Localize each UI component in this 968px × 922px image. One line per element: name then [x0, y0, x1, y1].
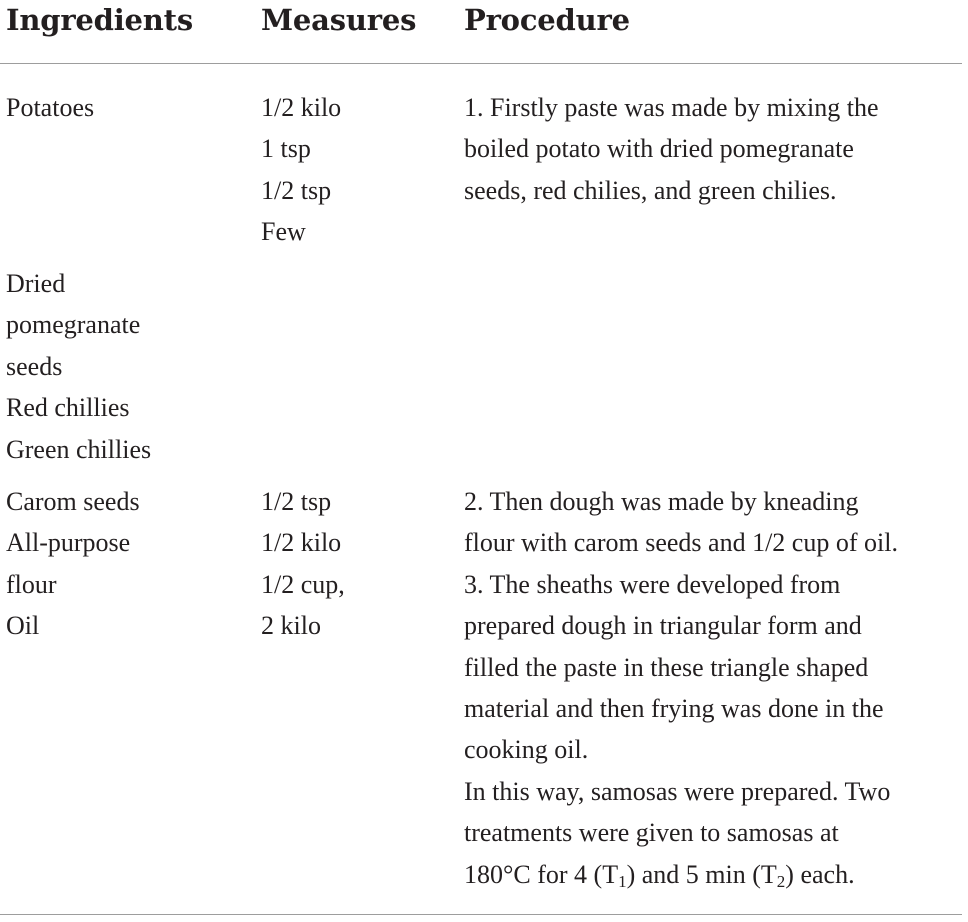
procedure-line: prepared dough in triangular form and: [464, 611, 862, 641]
procedure-line: seeds, red chilies, and green chilies.: [464, 175, 837, 205]
measure-item: 1/2 cup,: [261, 569, 345, 599]
table-header: [0, 0, 968, 64]
procedure-line: flour with carom seeds and 1/2 cup of oil.: [464, 528, 898, 558]
ingredient-item: Dried: [6, 269, 66, 298]
header-measures: Measures: [261, 3, 417, 37]
procedure-line: boiled potato with dried pomegranate: [464, 134, 854, 164]
ingredient-item: Carom seeds: [6, 487, 140, 516]
treatment-text-prefix: 180°C for 4 (T: [464, 859, 619, 889]
procedure-line: cooking oil.: [464, 735, 589, 765]
measure-item: 1 tsp: [261, 134, 311, 164]
treatment-subscript-1: 1: [618, 871, 627, 891]
procedure-line: material and then frying was done in the: [464, 693, 884, 723]
group1-ingredients-more: [6, 263, 246, 470]
procedure-line: 2. Then dough was made by kneading: [464, 487, 859, 516]
measure-item: 1/2 tsp: [261, 487, 332, 516]
group1-procedure: [464, 87, 964, 211]
treatment-text-suffix: ) each.: [785, 859, 855, 889]
header-divider: [0, 63, 962, 64]
group1-ingredients: [6, 87, 246, 128]
procedure-line: filled the paste in these triangle shaped: [464, 652, 869, 682]
procedure-line: 1. Firstly paste was made by mixing the: [464, 93, 879, 122]
ingredient-item: seeds: [6, 351, 63, 381]
measure-item: 1/2 tsp: [261, 175, 332, 205]
measure-item: Few: [261, 217, 306, 247]
procedure-line: 3. The sheaths were developed from: [464, 569, 841, 599]
header-procedure: Procedure: [464, 3, 630, 37]
measure-item: 1/2 kilo: [261, 528, 342, 558]
group2-measures: [261, 481, 451, 647]
procedure-line: In this way, samosas were prepared. Two: [464, 776, 891, 806]
header-ingredients: Ingredients: [6, 3, 194, 37]
ingredient-item: Potatoes: [6, 93, 95, 122]
group1-measures: [261, 87, 451, 253]
measure-item: 1/2 kilo: [261, 93, 342, 122]
treatment-subscript-2: 2: [776, 871, 786, 891]
group2-procedure: [464, 481, 964, 895]
measure-item: 2 kilo: [261, 611, 321, 641]
procedure-line: treatments were given to samosas at: [464, 818, 839, 848]
ingredient-item: flour: [6, 569, 57, 599]
procedure-line-treatments: [464, 854, 964, 895]
treatment-text-middle: ) and 5 min (T: [626, 859, 777, 889]
ingredient-item: pomegranate: [6, 310, 141, 340]
table-bottom-rule: [0, 914, 962, 915]
ingredient-item: Red chillies: [6, 393, 130, 423]
ingredient-item: Green chillies: [6, 434, 152, 464]
ingredient-item: All-purpose: [6, 528, 131, 558]
group2-ingredients: [6, 481, 246, 647]
ingredient-item: Oil: [6, 611, 40, 641]
